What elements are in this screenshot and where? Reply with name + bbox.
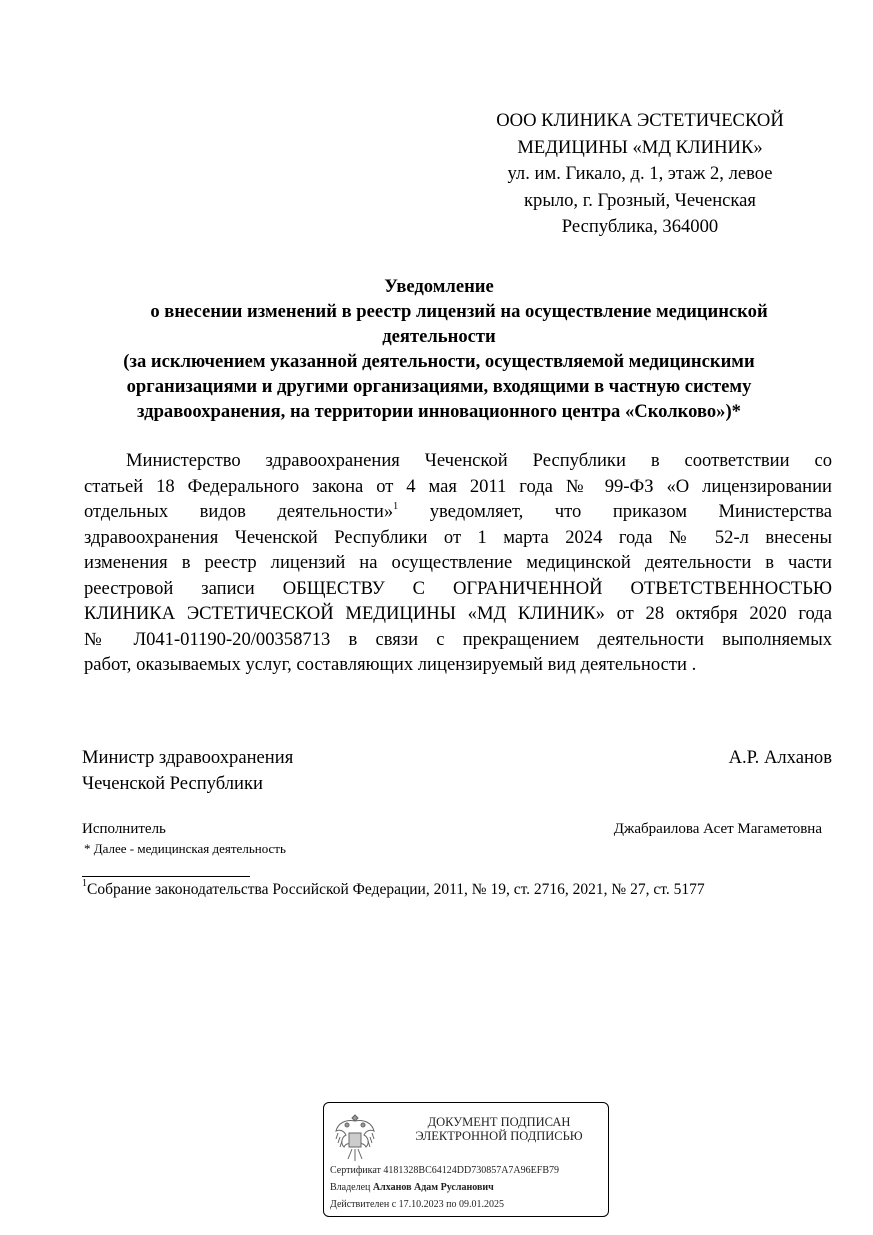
addressee-line: крыло, г. Грозный, Чеченская <box>524 189 756 211</box>
valid-to: 09.01.2025 <box>459 1199 505 1210</box>
title-line: о внесении изменений в реестр лицензий на осуществление медицинской <box>150 301 768 322</box>
stamp-heading <box>394 1115 604 1143</box>
signer-position-line: Министр здравоохранения <box>82 747 294 768</box>
valid-to-label: по <box>446 1199 457 1210</box>
asterisk-note: * Далее - медицинская деятельность <box>84 841 286 856</box>
body-fragment: уведомляет, что приказом Министерства <box>429 501 832 522</box>
stamp-heading-line: ЭЛЕКТРОННОЙ ПОДПИСЬЮ <box>415 1129 583 1143</box>
title-line: организациями и другими организациями, входящими в частную систему <box>126 376 752 397</box>
footnote-text: Собрание законодательства Российской Федерации, 2011, № 19, ст. 2716, 2021, № 27, ст. 5177 <box>87 881 705 898</box>
stamp-heading-line: ДОКУМЕНТ ПОДПИСАН <box>427 1115 571 1129</box>
stamp-certificate <box>330 1165 559 1176</box>
body-line: реестровой записи ОБЩЕСТВУ С ОГРАНИЧЕННОЙ ОТВЕТСТВЕННОСТЬЮ <box>84 577 832 599</box>
body-line: работ, оказываемых услуг, составляющих лицензируемый вид деятельности . <box>84 654 697 675</box>
body-line: Министерство здравоохранения Чеченской Республики в соответствии со <box>126 450 832 471</box>
body-line-with-footnote <box>84 499 832 525</box>
addressee-line: ООО КЛИНИКА ЭСТЕТИЧЕСКОЙ <box>496 110 784 131</box>
addressee-block <box>470 108 810 241</box>
body-line: № Л041-01190-20/00358713 в связи с прекращением деятельности выполняемых <box>84 628 832 650</box>
body-line: КЛИНИКА ЭСТЕТИЧЕСКОЙ МЕДИЦИНЫ «МД КЛИНИК» от 28 октября 2020 года <box>84 603 832 624</box>
executor-name: Джабраилова Асет Магаметовна <box>613 821 822 837</box>
certificate-label: Сертификат <box>330 1165 381 1176</box>
owner-value: Алханов Адам Русланович <box>372 1182 494 1193</box>
stamp-validity <box>330 1199 504 1210</box>
body-line: здравоохранения Чеченской Республики от 1 марта 2024 года № 52-л внесены <box>84 526 832 548</box>
addressee-line: Республика, 364000 <box>561 216 719 237</box>
notification-body <box>84 448 832 678</box>
executor-label: Исполнитель <box>82 821 166 837</box>
title-line: (за исключением указанной деятельности, осуществляемой медицинскими <box>123 351 755 372</box>
title-line: деятельности <box>382 326 496 347</box>
title-line: здравоохранения, на территории инновационного центра «Сколково»)* <box>137 401 741 422</box>
footnote-reference: 1 <box>393 501 399 512</box>
body-line: статьей 18 Федерального закона от 4 мая 2011 года № 99-ФЗ «О лицензировании <box>84 475 832 497</box>
footnote <box>82 878 705 899</box>
signer-position-line: Чеченской Республики <box>82 773 263 794</box>
body-fragment: отдельных видов деятельности» <box>84 501 394 522</box>
signer-position <box>82 745 293 797</box>
addressee-line: ул. им. Гикало, д. 1, этаж 2, левое <box>507 163 773 184</box>
addressee-line: МЕДИЦИНЫ «МД КЛИНИК» <box>517 136 763 158</box>
owner-label: Владелец <box>330 1182 371 1193</box>
valid-label: Действителен с <box>330 1199 397 1210</box>
body-line: изменения в реестр лицензий на осуществление медицинской деятельности в части <box>84 552 832 573</box>
footnote-mark: 1 <box>82 878 87 889</box>
russian-coat-of-arms-icon <box>332 1111 378 1163</box>
title-line: Уведомление <box>384 276 494 297</box>
certificate-value: 4181328BC64124DD730857A7A96EFB79 <box>383 1165 559 1176</box>
signer-name: А.Р. Алханов <box>728 747 832 768</box>
valid-from: 17.10.2023 <box>398 1199 444 1210</box>
electronic-signature-stamp <box>323 1102 609 1217</box>
document-title <box>84 274 873 424</box>
footnote-separator <box>82 876 250 877</box>
stamp-owner <box>330 1182 494 1193</box>
